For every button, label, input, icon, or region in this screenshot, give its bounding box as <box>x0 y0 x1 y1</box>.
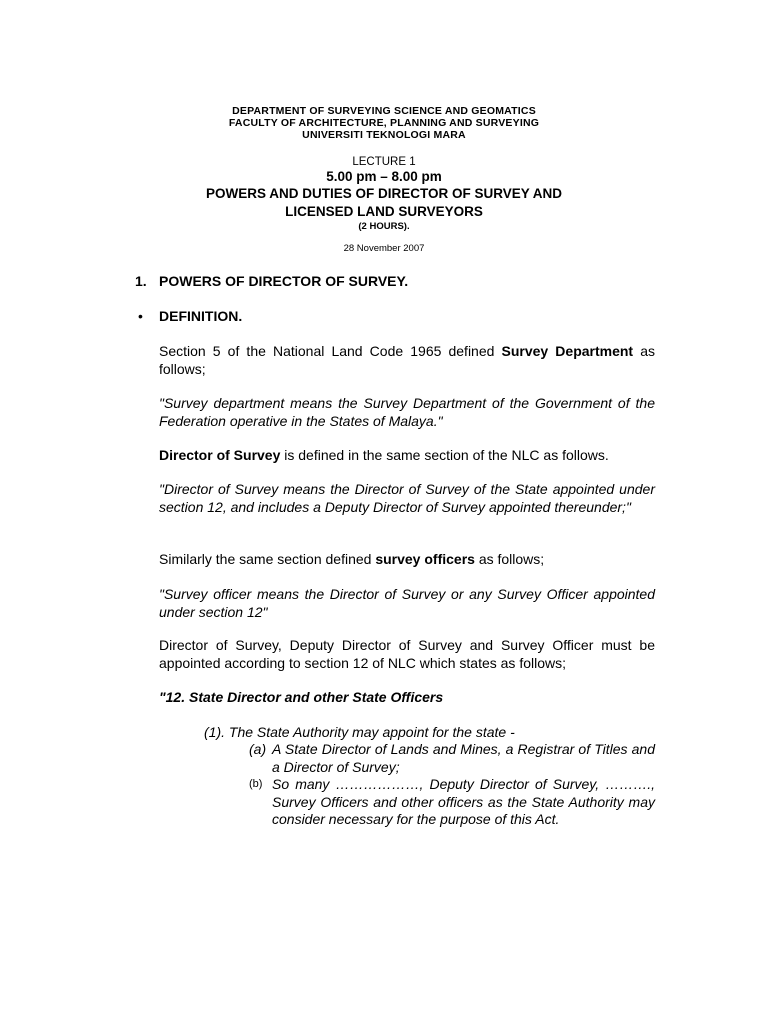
section-number: 1. <box>135 273 147 289</box>
paragraph-appointment: Director of Survey, Deputy Director of Survey and Survey Officer must be appointed according to section 12 of NLC which states as follows; <box>159 637 655 671</box>
paragraph-director-of-survey <box>159 447 655 465</box>
department-line: DEPARTMENT OF SURVEYING SCIENCE AND GEOMATICS <box>232 105 536 117</box>
lecture-duration: (2 HOURS). <box>358 221 410 232</box>
p3-text-post: as follows; <box>474 551 545 567</box>
university-line: UNIVERSITI TEKNOLOGI MARA <box>302 129 466 141</box>
lecture-date: 28 November 2007 <box>343 243 425 254</box>
quote-survey-officer: "Survey officer means the Director of Survey or any Survey Officer appointed under section 12" <box>159 586 655 620</box>
section-12-heading: "12. State Director and other State Officers <box>159 689 444 705</box>
p3-term: survey officers <box>375 551 475 567</box>
p2-text: is defined in the same section of the NLC as follows. <box>280 447 609 463</box>
definition-heading: DEFINITION. <box>159 308 243 324</box>
lecture-title-line-1: POWERS AND DUTIES OF DIRECTOR OF SURVEY AND <box>205 186 563 201</box>
p1-term: Survey Department <box>501 343 634 359</box>
p1-text-pre: Section 5 of the National Land Code 1965 defined <box>159 343 502 359</box>
section-12-subsection-1: (1). The State Authority may appoint for the state - <box>204 724 515 740</box>
lecture-time: 5.00 pm – 8.00 pm <box>326 169 442 184</box>
p3-text-pre: Similarly the same section defined <box>159 551 376 567</box>
p1-text-post: as follows; <box>159 343 655 377</box>
item-a-text: A State Director of Lands and Mines, a Registrar of Titles and a Director of Survey; <box>272 741 655 775</box>
quote-director-of-survey: "Director of Survey means the Director of Survey of the State appointed under section 12, and includes a Deputy Director of Survey appointed thereunder;" <box>159 481 655 515</box>
bullet-icon: • <box>138 308 143 324</box>
paragraph-survey-department <box>159 343 655 378</box>
section-heading: POWERS OF DIRECTOR OF SURVEY. <box>159 273 409 289</box>
document-header <box>0 105 768 255</box>
paragraph-survey-officers <box>159 551 655 569</box>
quote-survey-department: "Survey department means the Survey Department of the Government of the Federation operative in the States of Malaya." <box>159 395 655 429</box>
lecture-label: LECTURE 1 <box>352 156 416 168</box>
item-a-label: (a) <box>249 741 267 757</box>
lecture-title-line-2: LICENSED LAND SURVEYORS <box>285 204 483 219</box>
faculty-line: FACULTY OF ARCHITECTURE, PLANNING AND SURVEYING <box>228 117 540 129</box>
item-b-text: So many ………………, Deputy Director of Survey, ………., Survey Officers and other officers as the State Authority may consider necessary for the purpose of this Act. <box>272 776 655 827</box>
item-b-label: (b) <box>249 778 263 790</box>
p2-term: Director of Survey <box>159 447 281 463</box>
